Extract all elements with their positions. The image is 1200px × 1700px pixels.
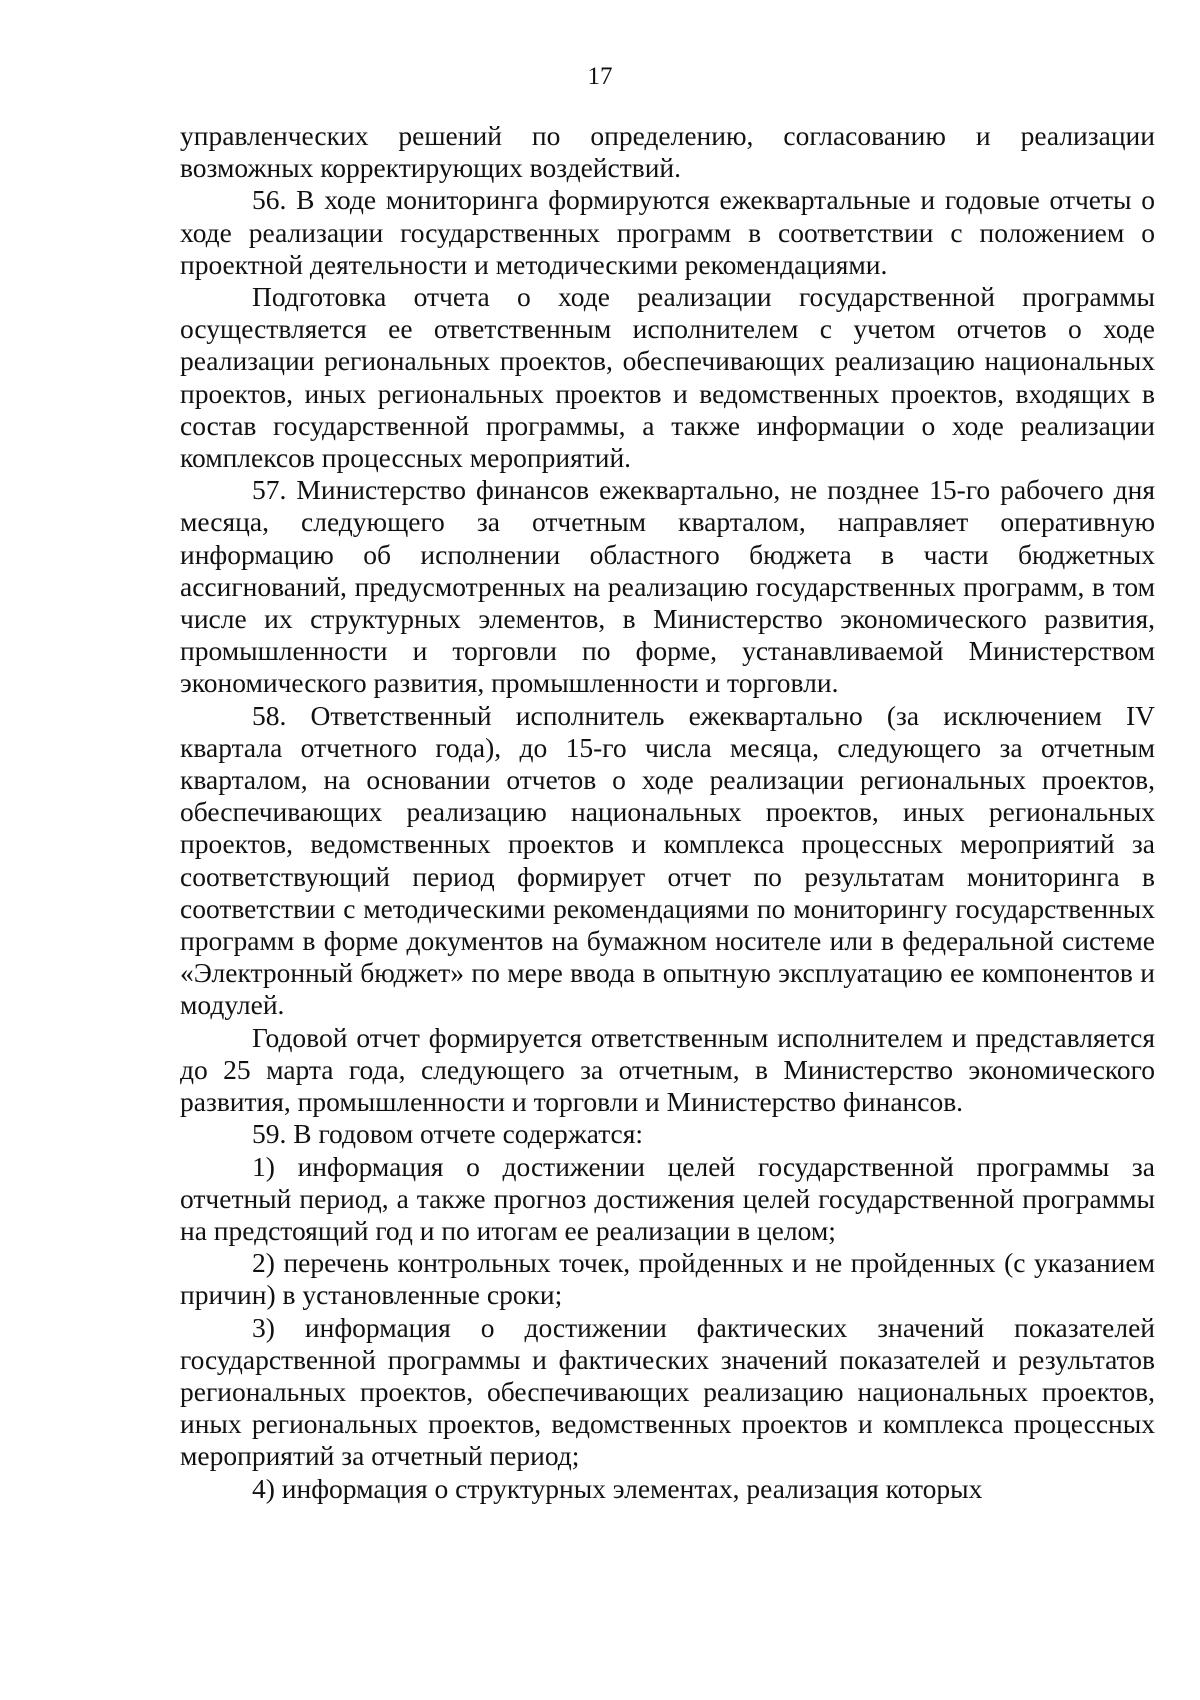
paragraph: 1) информация о достижении целей государственной программы за отчетный период, а также прогноз достижения целей государственной программы на предстоящий год и по итогам ее реализации в целом; [180,1150,1155,1246]
paragraph: 58. Ответственный исполнитель ежеквартально (за исключением IV квартала отчетного года), до 15-го числа месяца, следующего за отчетным кварталом, на основании отчетов о ходе реализации региональных проектов, обеспечивающих реализацию национальных проектов, иных региональных проектов, ведомственных проектов и комплекса процессных мероприятий за соответствующий период формирует отчет по результатам мониторинга в соответствии с методическими рекомендациями по мониторингу государственных программ в форме документов на бумажном носителе или в федеральной системе «Электронный бюджет» по мере ввода в опытную эксплуатацию ее компонентов и модулей. [180,699,1155,1021]
document-body [180,120,1155,1505]
paragraph: управленческих решений по определению, согласованию и реализации возможных корректирующих воздействий. [180,120,1155,184]
paragraph: 59. В годовом отчете содержатся: [252,1118,644,1150]
paragraph: 56. В ходе мониторинга формируются ежеквартальные и годовые отчеты о ходе реализации государственных программ в соответствии с положением о проектной деятельности и методическими рекомендациями. [180,184,1155,280]
paragraph: 4) информация о структурных элементах, реализация которых [252,1472,983,1504]
paragraph: Годовой отчет формируется ответственным исполнителем и представляется до 25 марта года, следующего за отчетным, в Министерство экономического развития, промышленности и торговли и Министерство финансов. [180,1021,1155,1118]
paragraph: Подготовка отчета о ходе реализации государственной программы осуществляется ее ответственным исполнителем с учетом отчетов о ходе реализации региональных проектов, обеспечивающих реализацию национальных проектов, иных региональных проектов и ведомственных проектов, входящих в состав государственной программы, а также информации о ходе реализации комплексов процессных мероприятий. [180,281,1155,474]
paragraph: 3) информация о достижении фактических значений показателей государственной программы и фактических значений показателей и результатов региональных проектов, обеспечивающих реализацию национальных проектов, иных региональных проектов, ведомственных проектов и комплекса процессных мероприятий за отчетный период; [180,1311,1155,1472]
page-number: 17 [587,63,613,90]
paragraph: 57. Министерство финансов ежеквартально, не позднее 15-го рабочего дня месяца, следующего за отчетным кварталом, направляет оперативную информацию об исполнении областного бюджета в части бюджетных ассигнований, предусмотренных на реализацию государственных программ, в том числе их структурных элементов, в Министерство экономического развития, промышленности и торговли по форме, устанавливаемой Министерством экономического развития, промышленности и торговли. [180,474,1155,699]
paragraph: 2) перечень контрольных точек, пройденных и не пройденных (с указанием причин) в установленные сроки; [180,1247,1155,1311]
